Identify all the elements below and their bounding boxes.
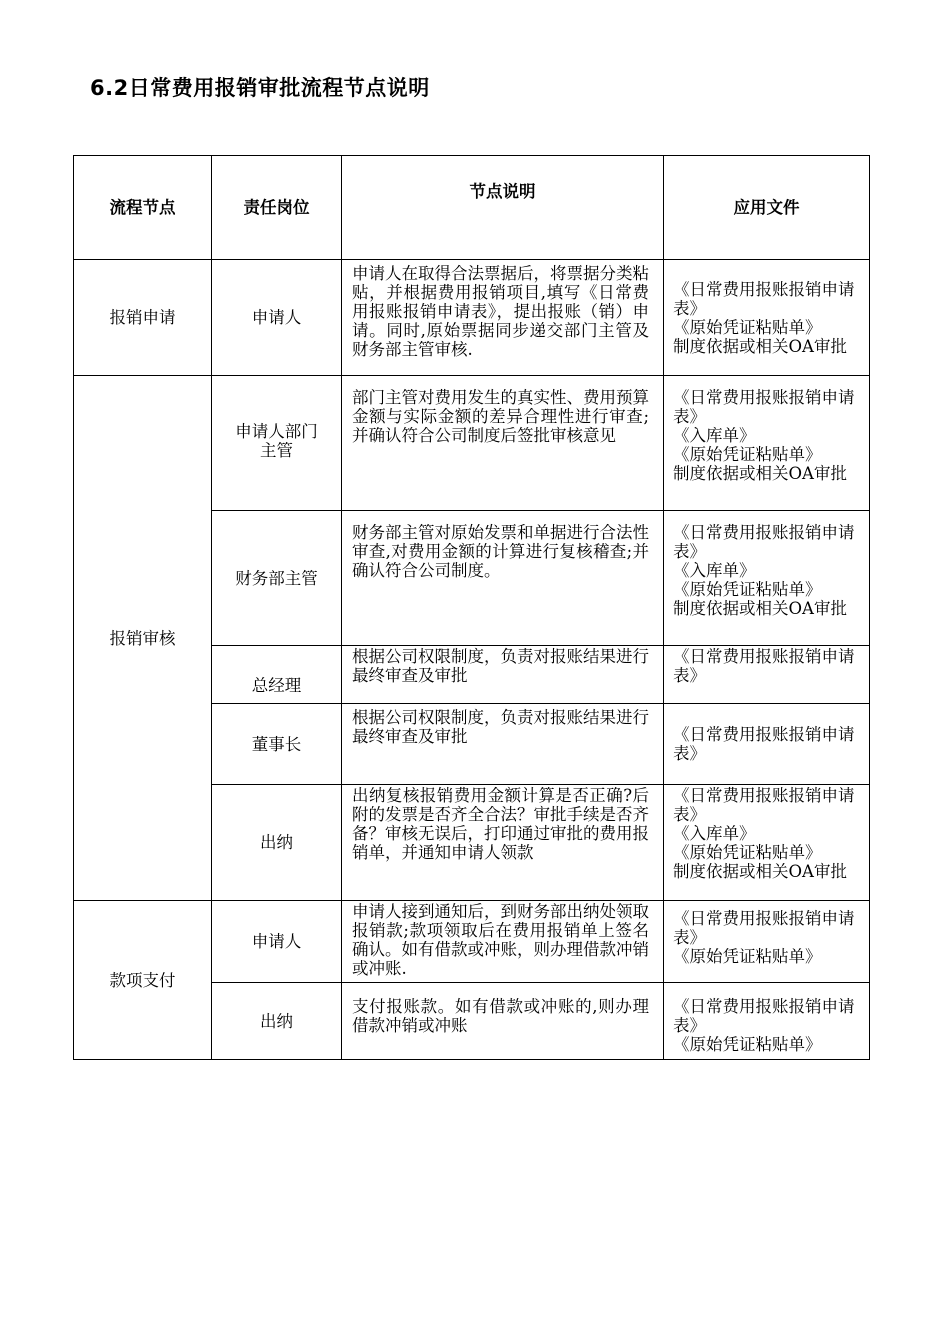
section-title: 6.2日常费用报销审批流程节点说明: [90, 76, 430, 100]
file-item: 《日常费用报账报销申请表》: [673, 647, 855, 685]
files-cell: [664, 511, 870, 646]
table-row: [74, 260, 870, 376]
files-cell: [664, 704, 870, 785]
file-item: 《入库单》: [673, 824, 756, 843]
file-item: 《原始凭证粘贴单》: [673, 445, 822, 464]
files-cell: [664, 901, 870, 983]
table-header-row: [74, 156, 870, 260]
position-cell: 董事长: [212, 704, 342, 785]
file-item: 制度依据或相关OA审批: [673, 862, 847, 881]
group-apply: 报销申请: [74, 260, 212, 376]
file-item: 《原始凭证粘贴单》: [673, 580, 822, 599]
header-position: 责任岗位: [212, 156, 342, 260]
file-item: 《原始凭证粘贴单》: [673, 947, 822, 966]
position-cell: 出纳: [212, 785, 342, 901]
files-cell: [664, 260, 870, 376]
file-item: 制度依据或相关OA审批: [673, 464, 847, 483]
file-item: 《日常费用报账报销申请表》: [673, 909, 855, 947]
description-cell: 申请人在取得合法票据后，将票据分类粘贴，并根据费用报销项目,填写《日常费用报账报销申请表》，提出报账（销）申请。同时,原始票据同步递交部门主管及财务部主管审核.: [342, 260, 664, 376]
table-row: [74, 376, 870, 511]
files-cell: [664, 785, 870, 901]
header-description: 节点说明: [342, 156, 664, 260]
group-review: 报销审核: [74, 376, 212, 901]
position-cell: 出纳: [212, 983, 342, 1060]
header-files: 应用文件: [664, 156, 870, 260]
description-cell: 财务部主管对原始发票和单据进行合法性审查,对费用金额的计算进行复核稽查;并确认符合公司制度。: [342, 511, 664, 646]
description-cell: 支付报账款。如有借款或冲账的,则办理借款冲销或冲账: [342, 983, 664, 1060]
file-item: 《原始凭证粘贴单》: [673, 317, 822, 337]
file-item: 《日常费用报账报销申请表》: [673, 786, 855, 824]
description-cell: 根据公司权限制度，负责对报账结果进行最终审查及审批: [342, 646, 664, 704]
file-item: 《原始凭证粘贴单》: [673, 1035, 822, 1054]
group-payment: 款项支付: [74, 901, 212, 1060]
description-cell: 申请人接到通知后，到财务部出纳处领取报销款;款项领取后在费用报销单上签名确认。如有借款或冲账，则办理借款冲销或冲账.: [342, 901, 664, 983]
file-item: 制度依据或相关OA审批: [673, 336, 847, 356]
files-cell: [664, 983, 870, 1060]
position-cell: 申请人部门主管: [212, 376, 342, 511]
files-cell: [664, 646, 870, 704]
file-item: 《日常费用报账报销申请表》: [673, 997, 855, 1035]
file-item: 《入库单》: [673, 426, 756, 445]
description-cell: 出纳复核报销费用金额计算是否正确?后附的发票是否齐全合法？审批手续是否齐备？审核无误后，打印通过审批的费用报销单，并通知申请人领款: [342, 785, 664, 901]
description-cell: 部门主管对费用发生的真实性、费用预算金额与实际金额的差异合理性进行审查;并确认符合公司制度后签批审核意见: [342, 376, 664, 511]
file-item: 《日常费用报账报销申请表》: [673, 725, 855, 763]
file-item: 《日常费用报账报销申请表》: [673, 523, 855, 561]
position-cell: 申请人: [212, 901, 342, 983]
table-row: [74, 901, 870, 983]
approval-flow-table: [73, 155, 870, 1060]
header-node: 流程节点: [74, 156, 212, 260]
position-cell: 总经理: [212, 646, 342, 704]
file-item: 《日常费用报账报销申请表》: [673, 279, 855, 318]
file-item: 制度依据或相关OA审批: [673, 599, 847, 618]
files-cell: [664, 376, 870, 511]
file-item: 《日常费用报账报销申请表》: [673, 388, 855, 426]
file-item: 《入库单》: [673, 561, 756, 580]
position-cell: 申请人: [212, 260, 342, 376]
description-cell: 根据公司权限制度，负责对报账结果进行最终审查及审批: [342, 704, 664, 785]
position-cell: 财务部主管: [212, 511, 342, 646]
file-item: 《原始凭证粘贴单》: [673, 843, 822, 862]
